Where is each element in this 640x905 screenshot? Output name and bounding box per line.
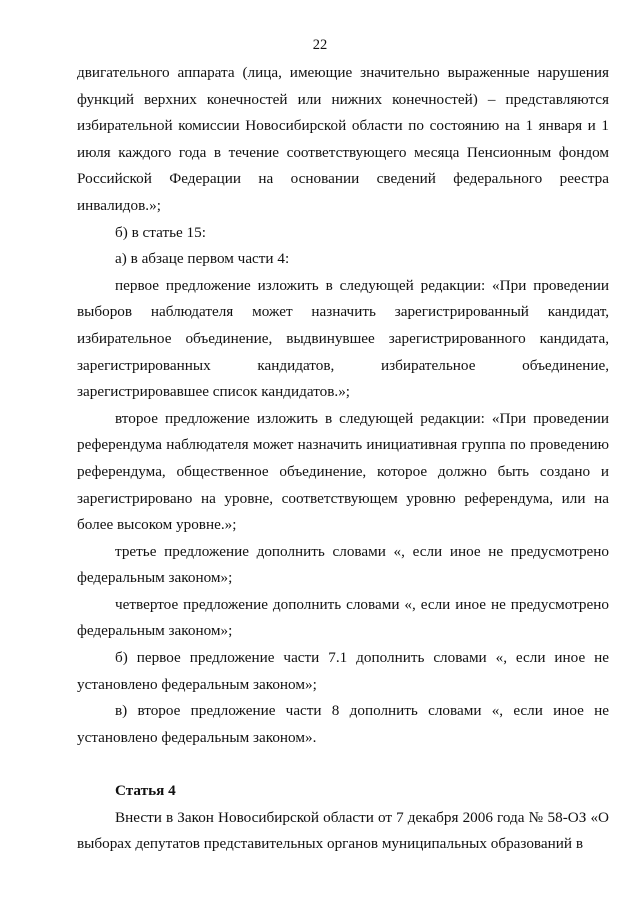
spacer	[77, 751, 609, 778]
paragraph-article-15: б) в статье 15:	[115, 223, 206, 241]
document-body	[77, 60, 609, 858]
paragraph-part-7-1: б) первое предложение части 7.1 дополнить словами «, если иное не установлено федеральным законом»;	[77, 649, 609, 693]
paragraph-first-sentence: первое предложение изложить в следующей редакции: «При проведении выборов наблюдателя может назначить зарегистрированный кандидат, избирательное объединение, выдвинувшее зарегистрированного кандидата, зарегистрированных кандидатов, избирательное объединение, зарегистрировавшее список кандидатов.»;	[77, 276, 609, 401]
paragraph-part-4: а) в абзаце первом части 4:	[115, 250, 290, 268]
page-number: 22	[312, 37, 328, 53]
paragraph-part-8: в) второе предложение части 8 дополнить словами «, если иное не установлено федеральным законом».	[77, 702, 609, 746]
article-heading: Статья 4	[115, 782, 176, 800]
article-text: Внести в Закон Новосибирской области от 7 декабря 2006 года № 58-ОЗ «О выборах депутатов представительных органов муниципальных образований в	[77, 808, 609, 853]
paragraph-fourth-sentence: четвертое предложение дополнить словами «, если иное не предусмотрено федеральным законом»;	[77, 595, 609, 640]
paragraph-continuation: двигательного аппарата (лица, имеющие значительно выраженные нарушения функций верхних конечностей или нижних конечностей) – представляются избирательной комиссии Новосибирской области по состоянию на 1 января и 1 июля каждого года в течение соответствующего месяца Пенсионным фондом Российской Федерации на основании сведений федерального реестра инвалидов.»;	[77, 64, 609, 214]
paragraph-second-sentence: второе предложение изложить в следующей редакции: «При проведении референдума наблюдателя может назначить инициативная группа по проведению референдума, общественное объединение, которое должно быть создано и зарегистрировано на уровне, соответствующем уровню референдума, или на более высоком уровне.»;	[77, 409, 609, 534]
paragraph-third-sentence: третье предложение дополнить словами «, если иное не предусмотрено федеральным законом»;	[77, 542, 609, 587]
